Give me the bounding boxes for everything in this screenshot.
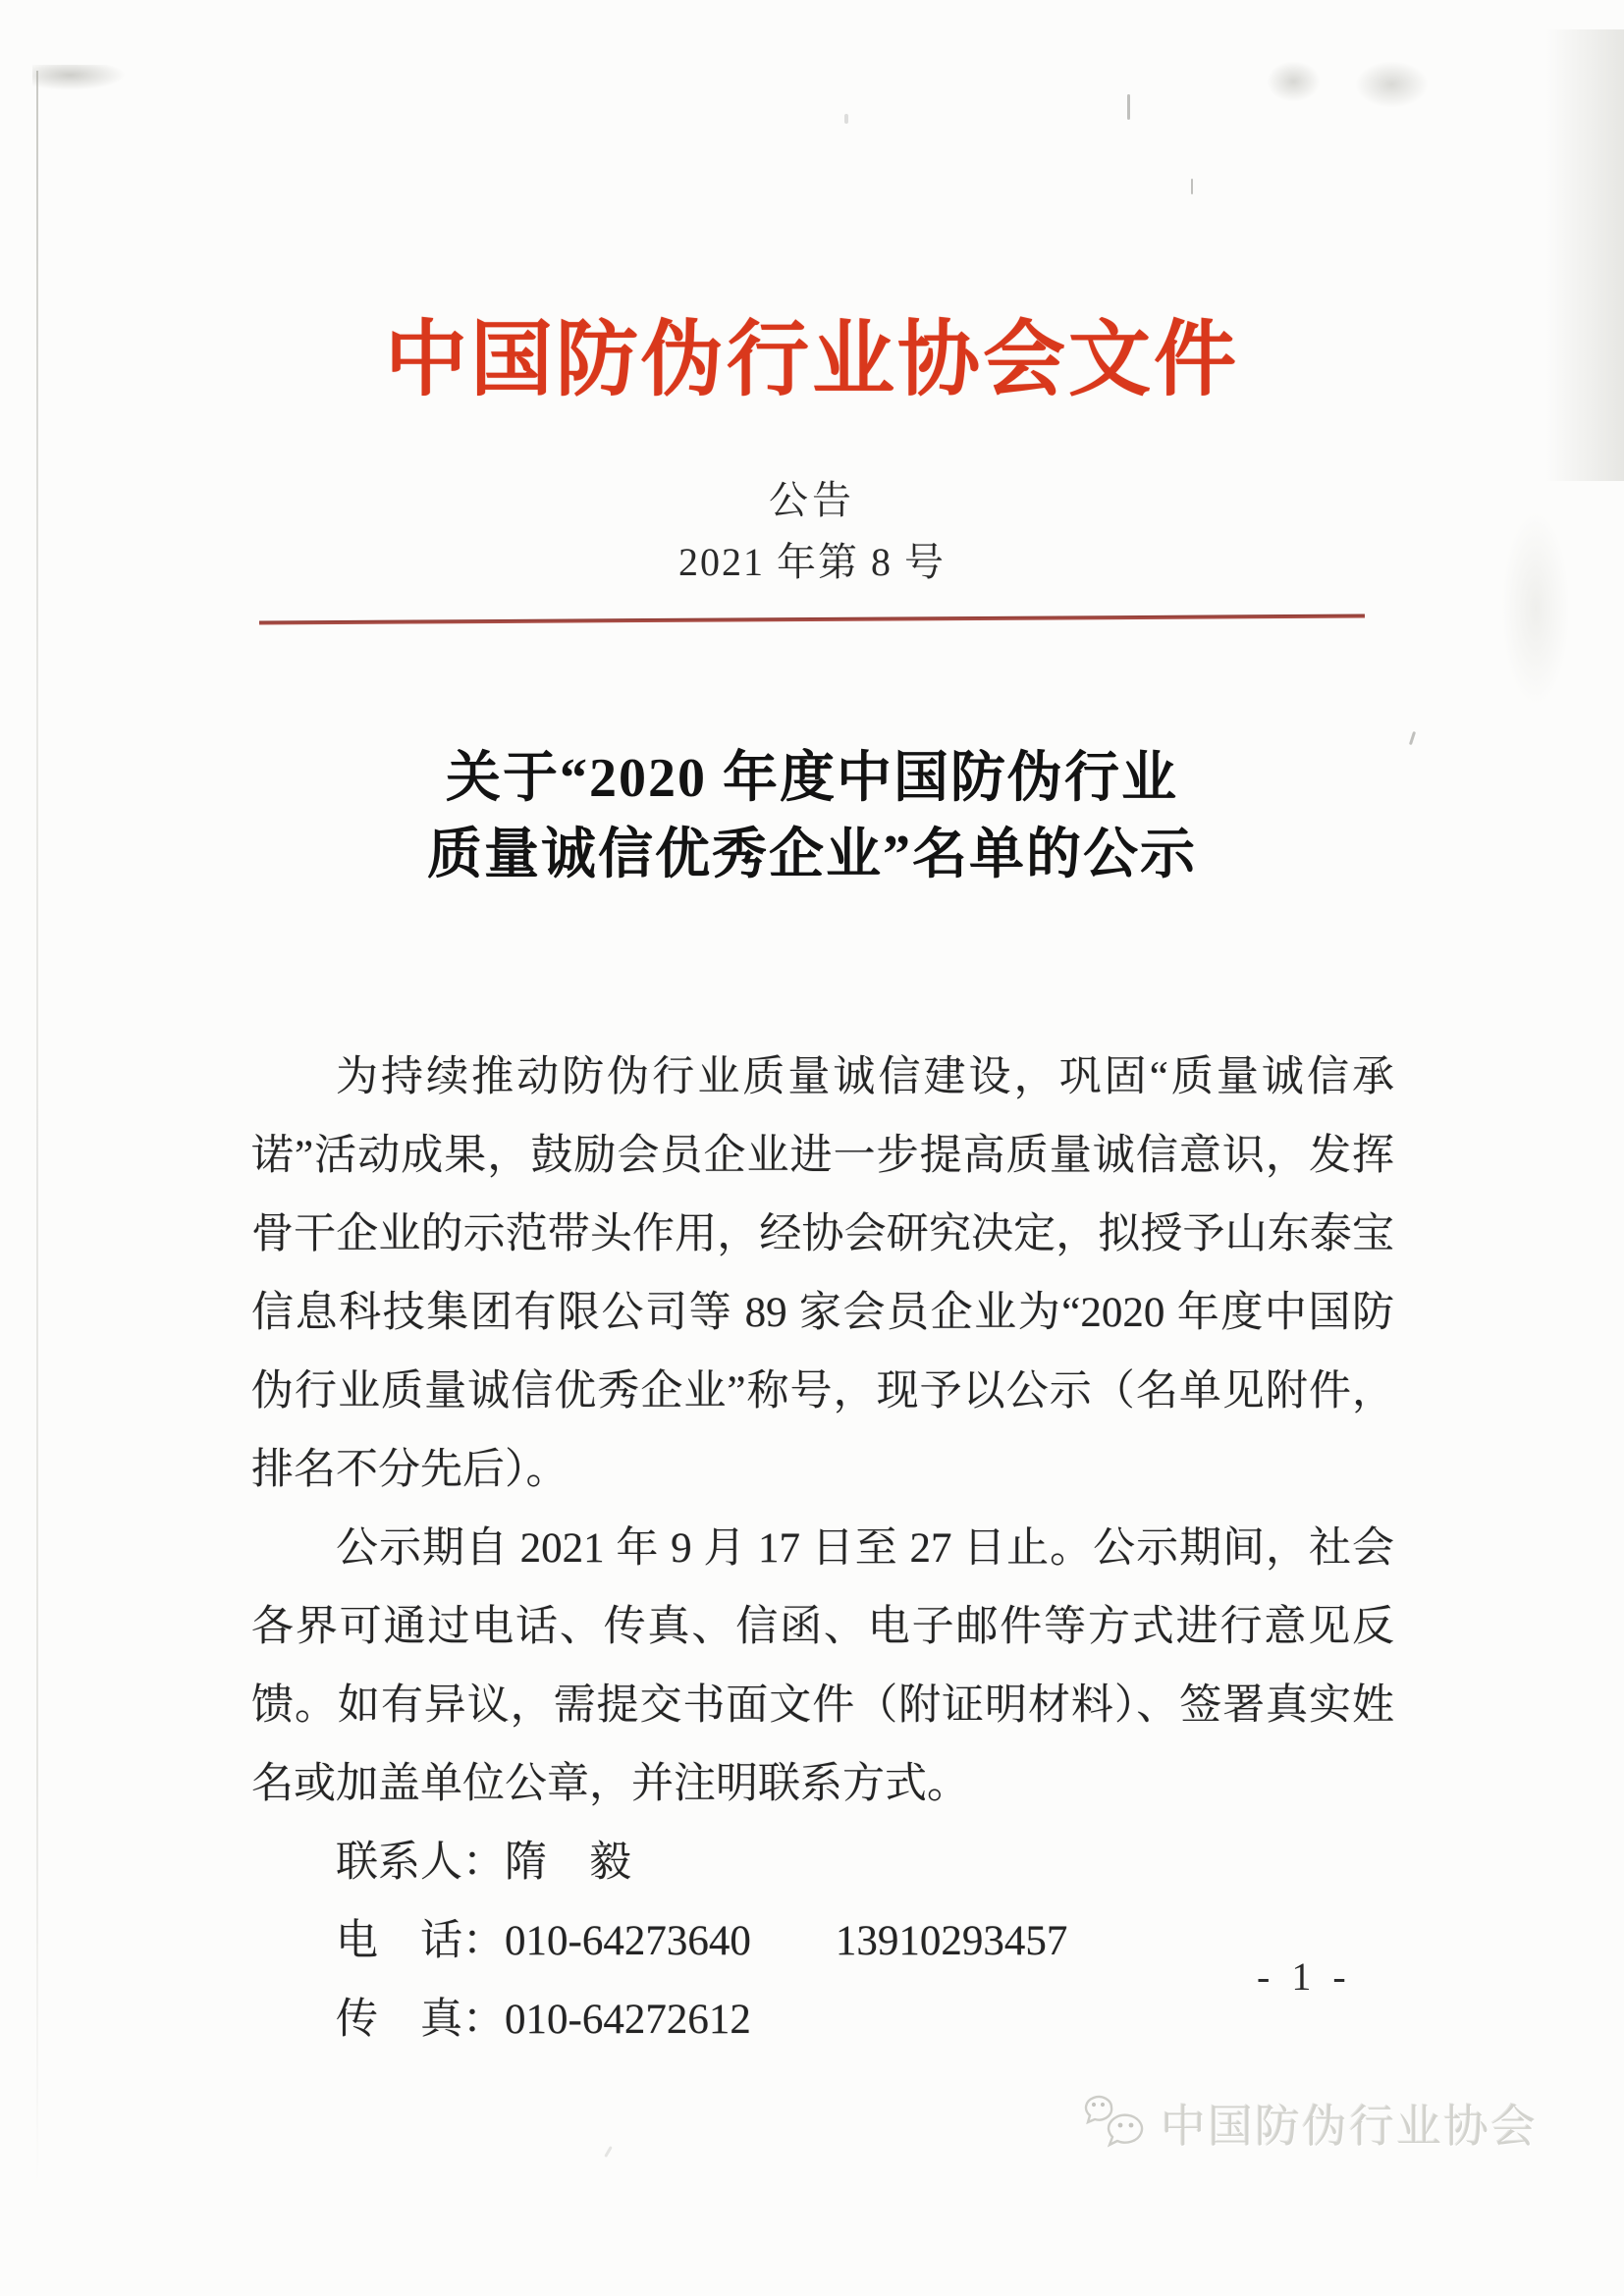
scan-speck [844, 114, 848, 124]
contact-person-row [251, 1824, 1394, 1902]
scan-smudge [1267, 61, 1321, 102]
page-number: - 1 - [1257, 1954, 1352, 1999]
contact-phone-value: 010-64273640 13910293457 [505, 1918, 1068, 1964]
scan-smudge [1355, 61, 1429, 108]
document-body [251, 1039, 1394, 2059]
contact-fax-value: 010-64272612 [505, 1997, 751, 2043]
scan-smudge [32, 65, 126, 90]
announcement-type: 公告 [769, 478, 855, 522]
contact-phone-label: 电 话： [336, 1918, 505, 1964]
contact-fax-row [251, 1981, 1394, 2059]
scan-smudge [1545, 29, 1624, 481]
letterhead-org-title: 中国防伪行业协会文件 [384, 315, 1239, 406]
document-title-line2: 质量诚信优秀企业”名单的公示 [427, 825, 1197, 885]
wechat-icon [1082, 2094, 1153, 2153]
document-title [0, 740, 1624, 893]
body-paragraph: 公示期自 2021 年 9 月 17 日至 27 日止。公示期间，社会各界可通过电话、传真、信函、电子邮件等方式进行意见反馈。如有异议，需提交书面文件（附证明材料）、签署真实姓名或加盖单位公章，并注明联系方式。 [251, 1525, 1394, 1807]
body-paragraph: 为持续推动防伪行业质量诚信建设，巩固“质量诚信承诺”活动成果，鼓励会员企业进一步提高质量诚信意识，发挥骨干企业的示范带头作用，经协会研究决定，拟授予山东泰宝信息科技集团有限公司等 89 家会员企业为“2020 年度中国防伪行业质量诚信优秀企业”称号，现予以公示（名单见附件，排名不分先后）。 [251, 1054, 1394, 1493]
contact-phone-row [251, 1902, 1394, 1981]
red-divider-line [259, 614, 1365, 625]
doc-number: 2021 年第 8 号 [678, 540, 946, 584]
watermark [1082, 2091, 1538, 2156]
scan-speck [1191, 179, 1193, 194]
scan-speck [604, 2146, 613, 2158]
watermark-text: 中国防伪行业协会 [1161, 2101, 1538, 2152]
contact-fax-label: 传 真： [336, 1997, 505, 2043]
contact-person-label: 联系人： [336, 1840, 505, 1886]
document-title-line1: 关于“2020 年度中国防伪行业 [446, 748, 1178, 809]
contact-person-value: 隋 毅 [505, 1840, 631, 1886]
scan-speck [1127, 94, 1130, 120]
